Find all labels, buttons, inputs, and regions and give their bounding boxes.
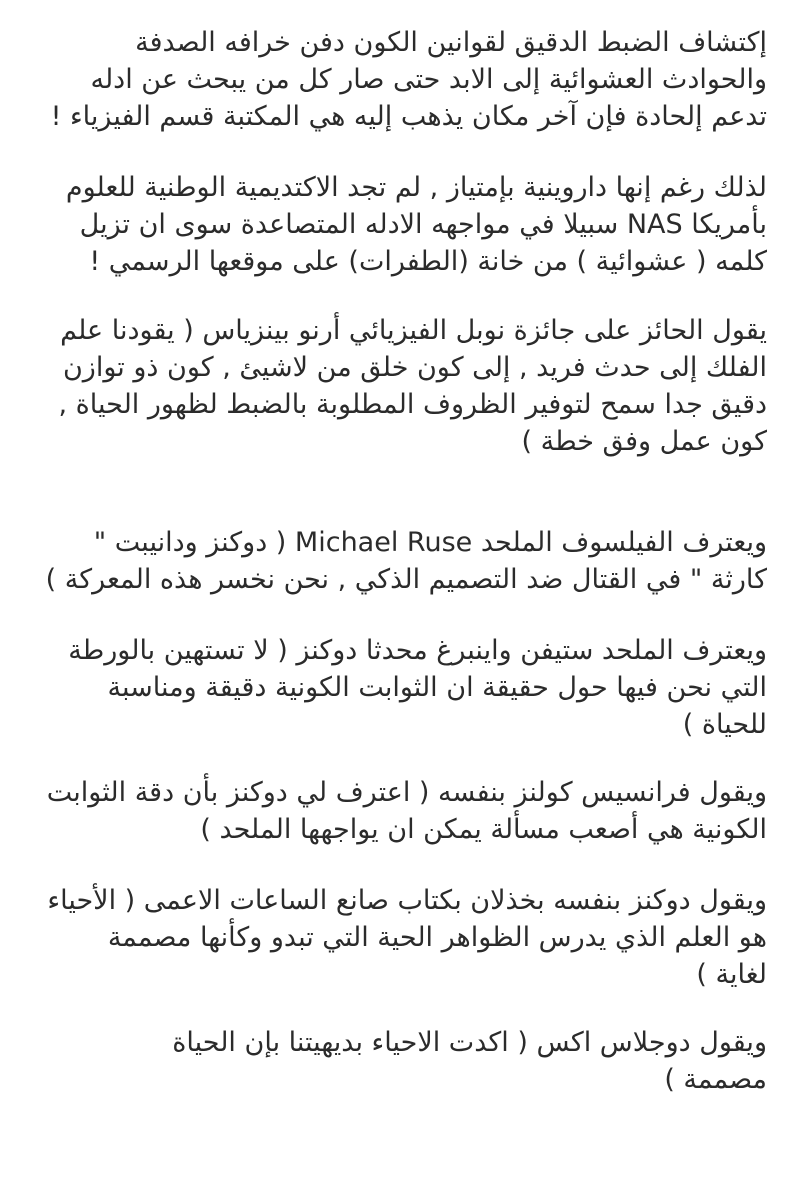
text-line: الكونية هي أصعب مسألة يمكن ان يواجهها الملحد ) [200, 814, 767, 845]
text-line: للحياة ) [682, 709, 767, 740]
text-line: هو العلم الذي يدرس الظواهر الحية التي تبدو وكأنها مصممة [107, 922, 767, 953]
text-line: ويعترف الملحد ستيفن واينبرغ محدثا دوكنز ( لا تستهين بالورطة [68, 635, 767, 666]
text-line: والحوادث العشوائية إلى الابد حتى صار كل من يبحث عن ادله [90, 64, 767, 95]
paragraph-ruse-quote [27, 524, 767, 598]
paragraph-axe-quote [27, 1024, 767, 1098]
paragraph-dawkins-quote [27, 882, 767, 993]
text-line: لذلك رغم إنها داروينية بإمتياز , لم تجد الاكتديمية الوطنية للعلوم [65, 172, 767, 203]
text-line: لغاية ) [696, 959, 767, 990]
paragraph-nas [27, 169, 767, 280]
paragraph-fine-tuning [27, 24, 767, 135]
paragraph-weinberg-quote [27, 632, 767, 743]
text-line: التي نحن فيها حول حقيقة ان الثوابت الكونية دقيقة ومناسبة [107, 672, 767, 703]
text-line: كلمه ( عشوائية ) من خانة (الطفرات) على موقعها الرسمي ! [89, 246, 767, 277]
text-line: ويقول دوجلاس اكس ( اكدت الاحياء بديهيتنا بإن الحياة [172, 1027, 767, 1058]
text-line: كارثة " في القتال ضد التصميم الذكي , نحن نخسر هذه المعركة ) [45, 564, 767, 595]
text-line: ويعترف الفيلسوف الملحد Michael Ruse ( دوكنز ودانيبت " [93, 527, 767, 558]
paragraph-penzias-quote [27, 312, 767, 460]
text-line: مصممة ) [664, 1064, 767, 1095]
text-line: يقول الحائز على جائزة نوبل الفيزيائي أرنو بينزياس ( يقودنا علم [60, 315, 767, 346]
text-line: كون عمل وفق خطة ) [521, 426, 767, 457]
paragraph-collins-quote [27, 774, 767, 848]
text-line: إكتشاف الضبط الدقيق لقوانين الكون دفن خرافه الصدفة [135, 27, 767, 58]
text-line: بأمريكا NAS سبيلا في مواجهه الادله المتصاعدة سوى ان تزيل [79, 209, 767, 240]
text-line: الفلك إلى حدث فريد , إلى كون خلق من لاشيئ , كون ذو توازن [62, 352, 767, 383]
text-line: دقيق جدا سمح لتوفير الظروف المطلوبة بالضبط لظهور الحياة , [58, 389, 767, 420]
text-line: تدعم إلحادة فإن آخر مكان يذهب إليه هي المكتبة قسم الفيزياء ! [50, 101, 767, 132]
text-line: ويقول دوكنز بنفسه بخذلان بكتاب صانع الساعات الاعمى ( الأحياء [47, 885, 767, 916]
text-line: ويقول فرانسيس كولنز بنفسه ( اعترف لي دوكنز بأن دقة الثوابت [46, 777, 767, 808]
